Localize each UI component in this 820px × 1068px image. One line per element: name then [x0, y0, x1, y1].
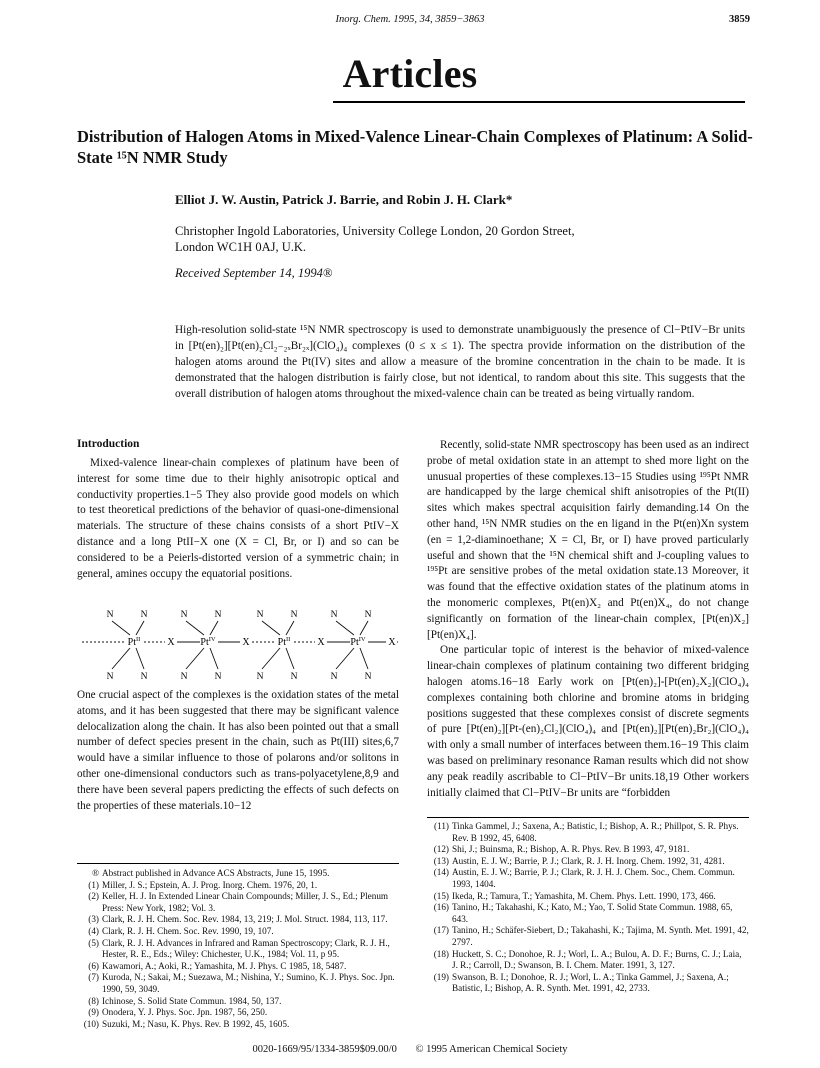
- footnote-entry: [427, 856, 749, 868]
- footnote-text: Clark, R. J. H. Advances in Infrared and Raman Spectroscopy; Clark, R. J. H., Hester, R. E., Eds.; Wiley: Chichester, U.K., 1984; Vol. 11, p 95.: [102, 937, 390, 960]
- oxidation-state-label: II: [136, 636, 141, 643]
- author-list: Elliot J. W. Austin, Patrick J. Barrie, and Robin J. H. Clark*: [175, 192, 513, 207]
- footnote-entry: [427, 821, 749, 844]
- footnote-text: Tanino, H.; Takahashi, K.; Kato, M.; Yao, T. Solid State Commun. 1988, 65, 643.: [452, 902, 733, 924]
- ligand-bond: [136, 621, 144, 635]
- ligand-bond: [112, 648, 130, 669]
- footnote-divider: [77, 863, 399, 864]
- footnote-entry: [77, 868, 399, 880]
- footnote-entry: [427, 972, 749, 995]
- nitrogen-ligand-label: N: [180, 672, 188, 682]
- footnote-number: (11): [434, 821, 449, 831]
- ligand-bond: [186, 648, 204, 669]
- affiliation-line: Christopher Ingold Laboratories, University College London, 20 Gordon Street,: [175, 224, 575, 238]
- footnote-text: Austin, E. J. W.; Barrie, P. J.; Clark, R. J. H. J. Chem. Soc., Chem. Commun. 1993, 1404.: [452, 867, 735, 889]
- footnote-text: Tanino, H.; Schäfer-Siebert, D.; Takahashi, K.; Tajima, M. Synth. Met. 1991, 42, 2797.: [452, 925, 749, 947]
- footnote-number: (15): [433, 890, 449, 901]
- nitrogen-ligand-label: N: [364, 610, 372, 620]
- footnote-number: (14): [433, 867, 449, 878]
- footnote-number: (4): [88, 925, 99, 936]
- footnote-text: Clark, R. J. H. Chem. Soc. Rev. 1990, 19, 107.: [102, 925, 274, 936]
- footnote-entry: [77, 972, 399, 995]
- paragraph-text: One crucial aspect of the complexes is the oxidation states of the metal atoms, and it has been suggested that there may be significant valence delocalization along the chain. It has also been pointed out that a small number of defect species present in the chain, such as Pt(III) sites,6,7 would have a similar influence to those of polarons and/or solitons in other one-dimensional conductors such as trans-polyacetylene,8,9 and there have been several papers predicting the effects of such defects on the properties of these materials.10−12: [77, 689, 399, 812]
- platinum-atom-label: $Pt^{II}$: [277, 636, 291, 648]
- body-paragraph: [77, 456, 399, 582]
- abstract: High-resolution solid-state ¹⁵N NMR spectroscopy is used to demonstrate unambiguously the presence of Cl−PtIV−Br units in [Pt(en)₂][Pt(en)₂Cl₂₋₂ₓBr₂ₓ](ClO₄)₄ complexes (0 ≤ x ≤ 1). The spectra provide information on the distribution of the halogen atoms around the Pt(IV) sites and allow a measure of the bromine concentration in the chain to be made. It is demonstrated that the halogen distribution is fairly close, but not identical, to random about this site. This suggests that the overall distribution of halogen atoms throughout the mixed-valence chain can be treated as being virtually random.: [175, 324, 745, 400]
- footnote-number: (17): [433, 925, 449, 936]
- nitrogen-ligand-label: N: [106, 610, 114, 620]
- platinum-atom-label: $Pt^{IV}$: [350, 636, 366, 648]
- footnote-number: (5): [88, 937, 99, 948]
- nitrogen-ligand-label: N: [256, 610, 264, 620]
- footnote-entry: [77, 914, 399, 926]
- halogen-atom-label: X: [242, 637, 250, 648]
- footnote-entry: [427, 925, 749, 948]
- body-paragraph-group: [427, 438, 749, 801]
- page-number: 3859: [729, 14, 750, 25]
- footnote-entry: [77, 961, 399, 973]
- footnote-divider: [427, 817, 749, 818]
- footnote-text: Suzuki, M.; Nasu, K. Phys. Rev. B 1992, 45, 1605.: [102, 1018, 290, 1029]
- halogen-atom-label: X: [388, 637, 396, 648]
- footnote-number: (16): [433, 902, 449, 913]
- nitrogen-ligand-label: N: [214, 610, 222, 620]
- body-paragraph: [77, 688, 399, 814]
- footnote-number: (19): [433, 971, 449, 982]
- paragraph-text: Mixed-valence linear-chain complexes of platinum have been of interest for some time due to their highly anisotropic optical and conductivity properties.1−5 They also provide good models on which to test theoretical predictions of the behavior of quasi-one-dimensional materials. The structure of these chains consists of a short PtIV−X distance and a long PtII−X one (X = Cl, Br, or I) and so can be considered to be a Peierls-distorted version of a symmetric chain; in general, amines occupy the equatorial positions.: [77, 457, 399, 580]
- nitrogen-ligand-label: N: [140, 610, 148, 620]
- nitrogen-ligand-label: N: [140, 672, 148, 682]
- ligand-bond: [262, 621, 280, 635]
- footnote-text: Swanson, B. I.; Donohoe, R. J.; Worl, L. A.; Tinka Gammel, J.; Saxena, A.; Batistic, I.; Bishop, A. R. Synth. Met. 1991, 42, 2733.: [452, 971, 729, 994]
- footnote-entry: [427, 891, 749, 903]
- affiliation-line: London WC1H 0AJ, U.K.: [175, 240, 307, 254]
- ligand-bond: [262, 648, 280, 669]
- oxidation-state-label: II: [286, 636, 291, 643]
- section-heading-introduction: Introduction: [77, 438, 140, 450]
- article-code: 0020-1669/95/1334-3859$09.00/0: [252, 1044, 397, 1055]
- footnote-number: (2): [88, 891, 99, 902]
- footnote-text: Onodera, Y. J. Phys. Soc. Jpn. 1987, 56, 250.: [102, 1007, 268, 1018]
- paper-title: Distribution of Halogen Atoms in Mixed-Valence Linear-Chain Complexes of Platinum: A Solid-State ¹⁵N NMR Study: [77, 127, 753, 167]
- page-footer: [0, 1044, 820, 1055]
- footnote-entry: [77, 880, 399, 892]
- affiliation: [175, 223, 735, 255]
- ligand-bond: [336, 621, 354, 635]
- footnote-text: Tinka Gammel, J.; Saxena, A.; Batistic, I.; Bishop, A. R.; Phillpot, S. R. Phys. Rev. B 1992, 45, 6408.: [452, 821, 739, 843]
- nitrogen-ligand-label: N: [330, 610, 338, 620]
- footnote-entry: [77, 1019, 399, 1031]
- footnote-entry: [427, 844, 749, 856]
- footnote-number: (7): [88, 972, 99, 983]
- footnotes-left: [77, 868, 399, 1030]
- footnote-entry: [77, 996, 399, 1008]
- nitrogen-ligand-label: N: [364, 672, 372, 682]
- footnote-text: Huckett, S. C.; Donohoe, R. J.; Worl, L. A.; Bulou, A. D. F.; Burns, C. J.; Laia, J. R.; Carroll, D.; Swanson, B. I. Chem. Mater. 1991, 3, 127.: [452, 948, 742, 971]
- footnote-text: Abstract published in Advance ACS Abstracts, June 15, 1995.: [102, 868, 330, 878]
- footnote-number: (12): [433, 844, 449, 855]
- footnote-number: (9): [88, 1007, 99, 1018]
- ligand-bond: [286, 648, 294, 669]
- paragraph-text: One particular topic of interest is the behavior of mixed-valence linear-chain complexes of platinum containing two different bridging halogen atoms.16−18 Early work on [Pt(en)₂]-[Pt(en)₂X₂](ClO₄)₄ complexes containing both chlorine and bromine atoms in bridging positions suggested that these complexes consist of discrete segments of pure [Pt(en)₂][Pt-(en)₂Cl₂](ClO₄)₄ and [Pt(en)₂][Pt(en)₂Br₂](ClO₄)₄ with only a small number of interfaces between them.16−19 This claim was based on preliminary resonance Raman results which did not show any peak readily ascribable to Cl−PtIV−Br units.18,19 Other workers initially claimed that Cl−PtIV−Br units are “forbidden: [427, 644, 749, 799]
- footnote-number: (1): [88, 879, 99, 890]
- footnote-number: (6): [88, 960, 99, 971]
- footnote-text: Miller, J. S.; Epstein, A. J. Prog. Inorg. Chem. 1976, 20, 1.: [102, 879, 318, 890]
- running-header-journal: Inorg. Chem. 1995, 34, 3859−3863: [335, 14, 485, 25]
- nitrogen-ligand-label: N: [180, 610, 188, 620]
- footnote-text: Keller, H. J. In Extended Linear Chain Compounds; Miller, J. S., Ed.; Plenum Press: New York, 1982; Vol. 3.: [102, 891, 389, 913]
- received-date: Received September 14, 1994®: [175, 266, 333, 280]
- footnote-number: (18): [433, 948, 449, 959]
- ligand-bond: [136, 648, 144, 669]
- footnote-text: Kuroda, N.; Sakai, M.; Suezawa, M.; Nishina, Y.; Sumino, K. J. Phys. Soc. Jpn. 1990, 59, 3049.: [102, 972, 395, 994]
- ligand-bond: [210, 621, 218, 635]
- footnote-number: (10): [83, 1018, 99, 1029]
- paragraph-text: Recently, solid-state NMR spectroscopy has been used as an indirect probe of metal oxidation state in an attempt to shed more light on the unusual properties of these complexes.13−15 Studies using ¹⁹⁵Pt NMR are handicapped by the large chemical shift anisotropies of the Pt(II) sites which makes spectral acquisition fairly demanding.14 On the other hand, ¹⁵N NMR studies on the en ligand in the Pt(en)Xn system (en = 1,2-diaminoethane; X = Cl, Br, or I) have proved particularly useful and shown that the ¹⁵N chemical shift and J-coupling values to ¹⁹⁵Pt are sensitive probes of the metal oxidation state.13 Moreover, it was found that the effective oxidation states of the platinum atoms in the monomeric complexes, Pt(en)X₂ and Pt(en)X₄, do not change significantly on formation of the linear-chain complex, [Pt(en)X₂][Pt(en)X₄].: [427, 439, 749, 641]
- ligand-bond: [112, 621, 130, 635]
- footnote-number: (13): [433, 855, 449, 866]
- ligand-bond: [336, 648, 354, 669]
- footnote-entry: [77, 1007, 399, 1019]
- ligand-bond: [186, 621, 204, 635]
- footnote-entry: [77, 926, 399, 938]
- nitrogen-ligand-label: N: [330, 672, 338, 682]
- oxidation-state-label: IV: [208, 636, 216, 643]
- platinum-atom-label: $Pt^{IV}$: [200, 636, 216, 648]
- ligand-bond: [286, 621, 294, 635]
- ligand-bond: [360, 648, 368, 669]
- footnote-text: Ikeda, R.; Tamura, T.; Yamashita, M. Chem. Phys. Lett. 1990, 173, 466.: [452, 890, 716, 901]
- chain-structure-diagram: [80, 605, 400, 683]
- footnote-number: (8): [88, 995, 99, 1006]
- halogen-atom-label: X: [317, 637, 325, 648]
- footnote-text: Kawamori, A.; Aoki, R.; Yamashita, M. J. Phys. C 1985, 18, 5487.: [102, 960, 347, 971]
- footnote-entry: [427, 902, 749, 925]
- nitrogen-ligand-label: N: [214, 672, 222, 682]
- footnote-entry: [77, 891, 399, 914]
- nitrogen-ligand-label: N: [290, 672, 298, 682]
- footnotes-right: [427, 821, 749, 995]
- footnote-text: Ichinose, S. Solid State Commun. 1984, 50, 137.: [102, 995, 282, 1006]
- nitrogen-ligand-label: N: [256, 672, 264, 682]
- nitrogen-ligand-label: N: [106, 672, 114, 682]
- halogen-atom-label: X: [167, 637, 175, 648]
- ligand-bond: [360, 621, 368, 635]
- footnote-text: Shi, J.; Buinsma, R.; Bishop, A. R. Phys. Rev. B 1993, 47, 9181.: [452, 844, 690, 855]
- footnote-entry: [427, 949, 749, 972]
- footnote-text: Clark, R. J. H. Chem. Soc. Rev. 1984, 13, 219; J. Mol. Struct. 1984, 113, 117.: [102, 914, 388, 925]
- oxidation-state-label: IV: [358, 636, 366, 643]
- footnote-number: (3): [88, 914, 99, 925]
- section-title-rule: [333, 101, 745, 103]
- copyright-notice: © 1995 American Chemical Society: [415, 1044, 568, 1055]
- footnote-number: ®: [92, 868, 99, 878]
- ligand-bond: [210, 648, 218, 669]
- footnote-entry: [77, 938, 399, 961]
- nitrogen-ligand-label: N: [290, 610, 298, 620]
- section-title: Articles: [342, 51, 478, 96]
- footnote-text: Austin, E. J. W.; Barrie, P. J.; Clark, R. J. H. Inorg. Chem. 1992, 31, 4281.: [452, 855, 725, 866]
- footnote-entry: [427, 867, 749, 890]
- platinum-atom-label: $Pt^{II}$: [127, 636, 141, 648]
